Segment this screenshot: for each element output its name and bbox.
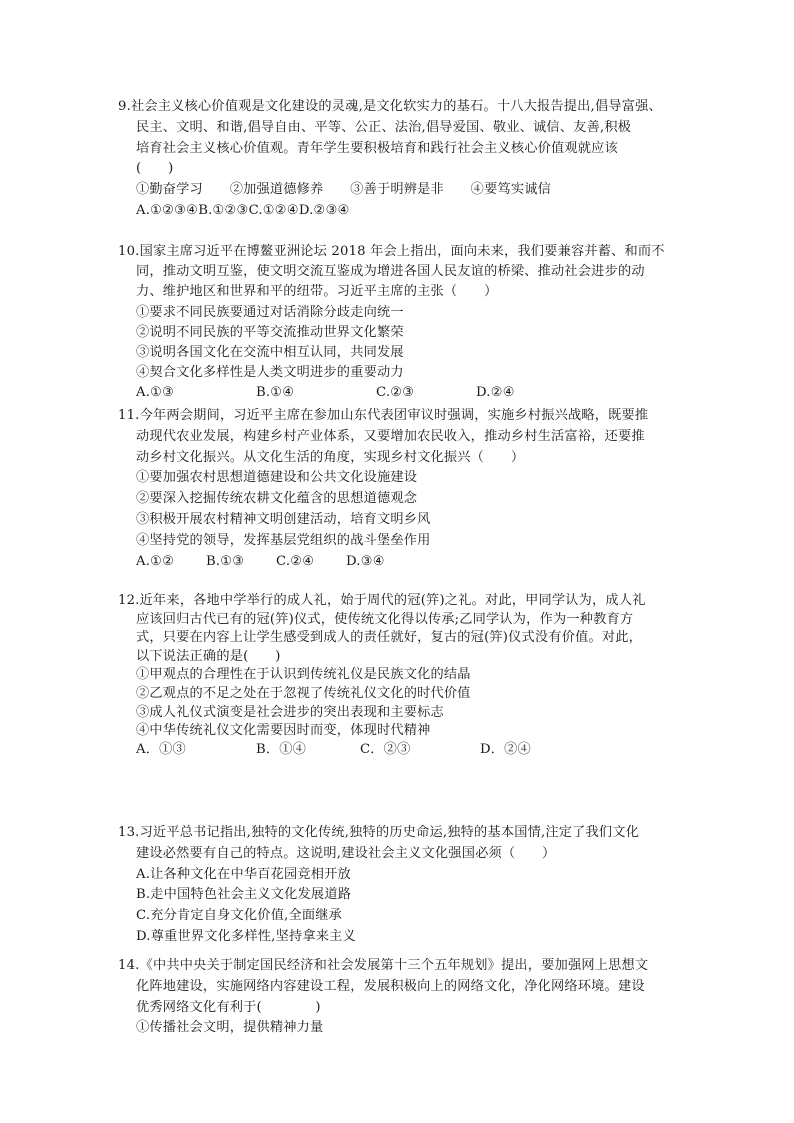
- question-12-stem-line-4: 以下说法正确的是( ): [136, 648, 281, 664]
- question-11-stem-line-3: 动乡村文化振兴。从文化生活的角度，实现乡村文化振兴（ ）: [136, 449, 525, 465]
- question-9-option-b: B.①②③: [198, 202, 249, 218]
- question-12-stem-line-2: 应该回归古代已有的冠(笄)仪式，使传统文化得以传承;乙同学认为，作为一种教育方: [136, 611, 634, 627]
- question-10-choice-2: ②说明不同民族的平等交流推动世界文化繁荣: [136, 324, 404, 340]
- question-12-stem-line-3: 式，只要在内容上让学生感受到成人的责任就好，复古的冠(笄)仪式没有价值。对此，: [136, 630, 643, 646]
- question-12-choice-1: ①甲观点的合理性在于认识到传统礼仪是民族文化的结晶: [136, 667, 471, 683]
- question-9-stem-line-1: 9.社会主义核心价值观是文化建设的灵魂,是文化软实力的基石。十八大报告提出,倡导富强、: [118, 99, 662, 114]
- question-13-option-b: B.走中国特色社会主义文化发展道路: [136, 887, 352, 903]
- question-10-option-b: B.①④: [256, 385, 295, 401]
- question-14: [118, 956, 678, 1039]
- question-10-choice-4: ④契合文化多样性是人类文明进步的重要动力: [136, 365, 404, 381]
- question-14-stem-line-3: 优秀网络文化有利于( ): [136, 999, 321, 1015]
- question-11-choice-2: ②要深入挖掘传统农耕文化蕴含的思想道德观念: [136, 491, 418, 507]
- question-12-option-c: C．②③: [360, 741, 411, 757]
- question-10-choice-3: ③说明各国文化在交流中相互认同，共同发展: [136, 344, 404, 360]
- question-14-stem-line-2: 化阵地建设，实施网络内容建设工程，发展积极向上的网络文化，净化网络环境。建设: [136, 978, 645, 994]
- question-11-option-b: B.①③: [206, 553, 245, 569]
- question-9-stem-line-3: 培育社会主义核心价值观。青年学生要积极培育和践行社会主义核心价值观就应该: [136, 140, 618, 156]
- question-10-choice-1: ①要求不同民族要通过对话消除分歧走向统一: [136, 304, 404, 320]
- question-11-option-d: D.③④: [346, 553, 385, 569]
- question-12-choice-3: ③成人礼仪式演变是社会进步的突出表现和主要标志: [136, 704, 444, 720]
- question-11-choice-4: ④坚持党的领导，发挥基层党组织的战斗堡垒作用: [136, 532, 431, 548]
- question-12-stem-line-1: 12.近年来，各地中学举行的成人礼，始于周代的冠(笄)之礼。对此，甲同学认为，成人礼: [118, 593, 646, 608]
- question-13-option-d: D.尊重世界文化多样性,坚持拿来主义: [136, 928, 356, 944]
- question-9-option-c: C.①②④: [248, 202, 299, 218]
- question-12-option-d: D．②④: [480, 741, 531, 757]
- question-10-option-c: C.②③: [376, 385, 415, 401]
- question-14-stem-line-1: 14.《中共中央关于制定国民经济和社会发展第十三个五年规划》提出，要加强网上思想文: [118, 958, 649, 973]
- question-10-options: [118, 383, 678, 403]
- question-10-stem-line-1: 10.国家主席习近平在博鳌亚洲论坛 2018 年会上指出，面向未来，我们要兼容并蓄、和而不: [118, 244, 665, 259]
- question-10-stem-line-2: 同，推动文明互鉴，使文明交流互鉴成为增进各国人民友谊的桥梁、推动社会进步的动: [136, 264, 645, 280]
- question-12-option-b: B．①④: [256, 741, 307, 757]
- question-9-answer-blank: ( ): [136, 161, 174, 177]
- question-9-options: [118, 201, 678, 222]
- question-11-choice-3: ③积极开展农村精神文明创建活动，培育文明乡风: [136, 511, 431, 527]
- question-9: [118, 97, 678, 222]
- question-12: [118, 592, 678, 759]
- question-9-choices: ①勤奋学习 ②加强道德修养 ③善于明辨是非 ④要笃实诚信: [136, 182, 552, 198]
- question-13: [118, 823, 678, 948]
- question-11-options: [118, 552, 678, 573]
- question-11-choice-1: ①要加强农村思想道德建设和公共文化设施建设: [136, 470, 418, 486]
- question-10-option-d: D.②④: [476, 385, 515, 401]
- question-10: [118, 242, 678, 404]
- question-12-options: [118, 741, 678, 760]
- question-9-option-a: A.①②③④: [136, 202, 199, 218]
- question-14-choice-1: ①传播社会文明，提供精神力量: [136, 1020, 324, 1036]
- question-9-stem-line-2: 民主、文明、和谐,倡导自由、平等、公正、法治,倡导爱国、敬业、诚信、友善,积极: [136, 119, 632, 135]
- question-12-choice-4: ④中华传统礼仪文化需要因时而变，体现时代精神: [136, 723, 431, 739]
- question-12-option-a: A．①③: [136, 741, 186, 757]
- question-12-choice-2: ②乙观点的不足之处在于忽视了传统礼仪文化的时代价值: [136, 685, 471, 701]
- question-9-option-d: D.②③④: [298, 202, 350, 218]
- question-13-stem-line-2: 建设必然要有自己的特点。这说明,建设社会主义文化强国必须（ ）: [136, 845, 556, 861]
- question-11-option-a: A.①②: [136, 553, 175, 569]
- question-13-option-c: C.充分肯定自身文化价值,全面继承: [136, 908, 343, 924]
- question-11-stem-line-2: 动现代农业发展，构建乡村产业体系，又要增加农民收入，推动乡村生活富裕，还要推: [136, 428, 645, 444]
- question-10-stem-line-3: 力、维护地区和世界和平的纽带。习近平主席的主张（ ）: [136, 284, 498, 300]
- question-10-option-a: A.①③: [136, 385, 175, 401]
- question-13-option-a: A.让各种文化在中华百花园竞相开放: [136, 866, 351, 882]
- question-11-stem-line-1: 11.今年两会期间，习近平主席在参加山东代表团审议时强调，实施乡村振兴战略，既要推: [118, 408, 649, 423]
- question-13-stem-line-1: 13.习近平总书记指出,独特的文化传统,独特的历史命运,独特的基本国情,注定了我们文化: [118, 825, 640, 840]
- question-11-option-c: C.②④: [276, 553, 315, 569]
- question-11: [118, 406, 678, 572]
